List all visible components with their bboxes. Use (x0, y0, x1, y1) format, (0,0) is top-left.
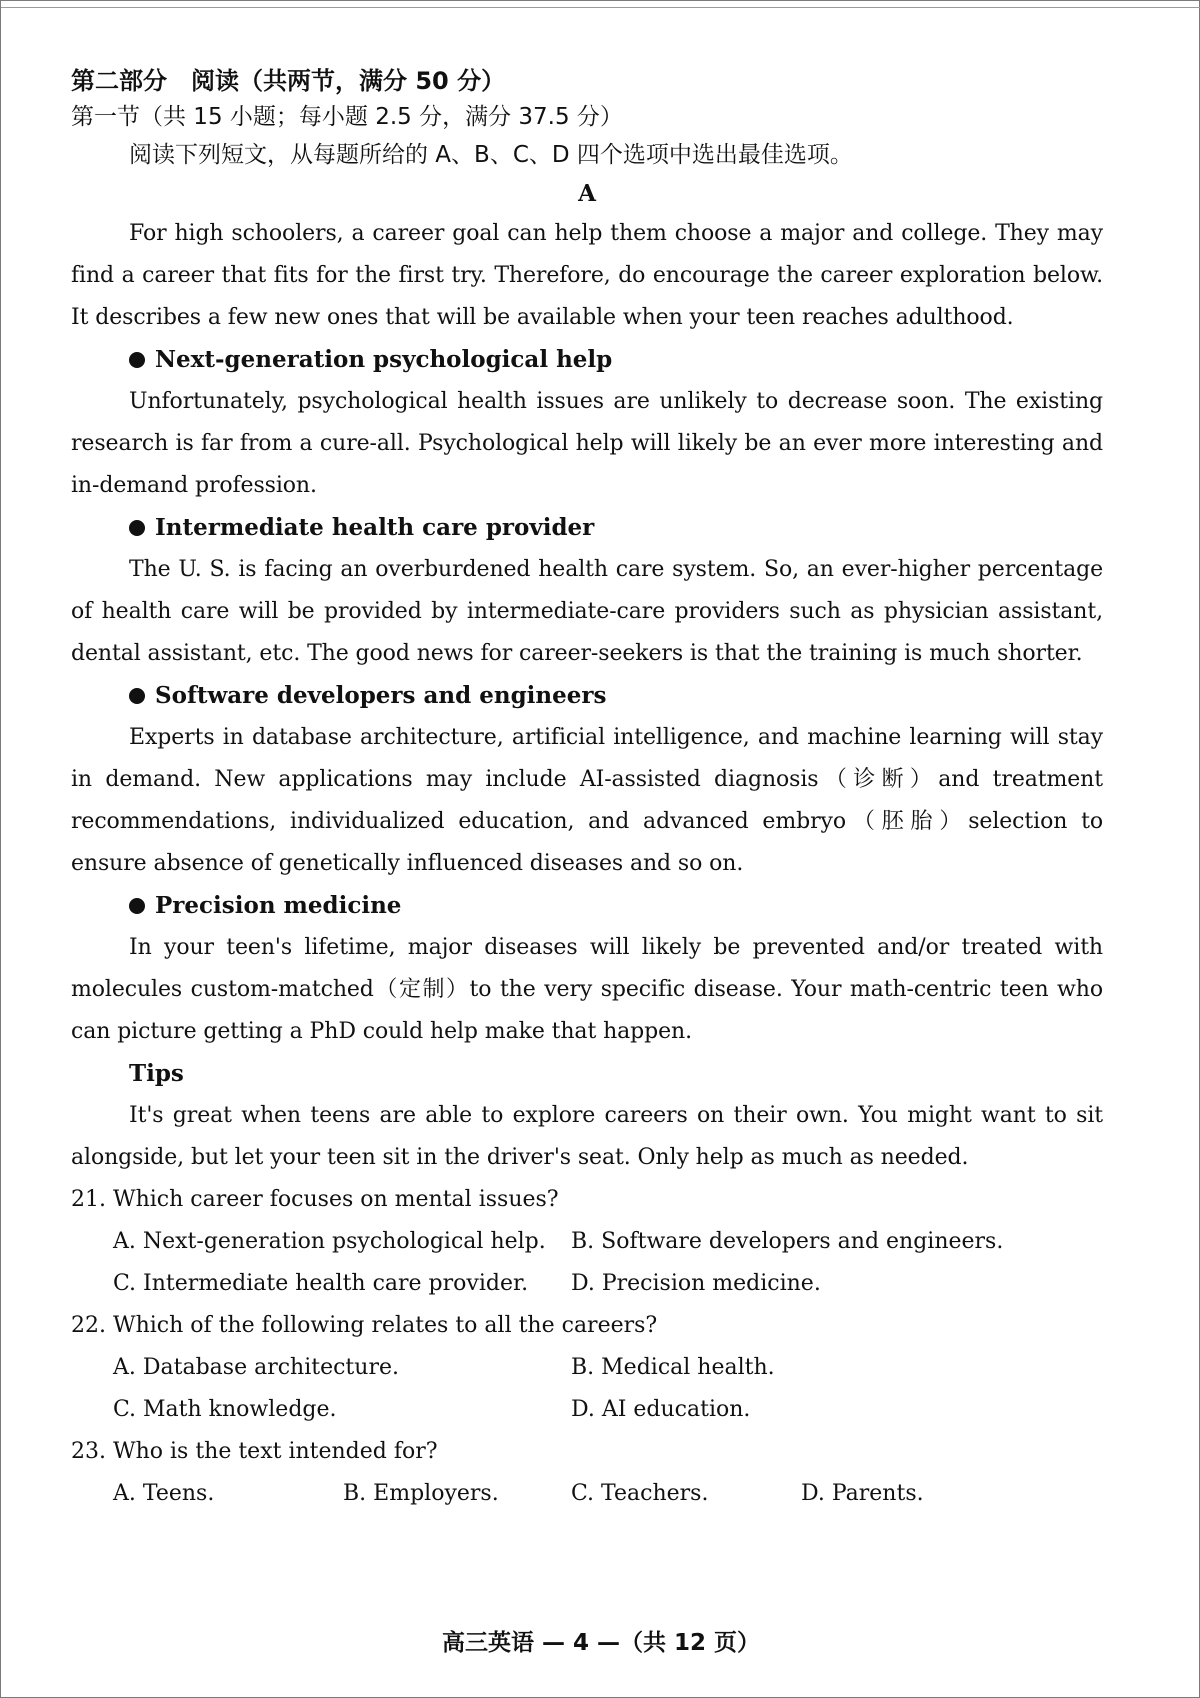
tips-heading: Tips (129, 1060, 184, 1087)
option: B. Medical health. (571, 1355, 775, 1380)
question-options (71, 1389, 1103, 1431)
question-options (71, 1263, 1103, 1305)
option: A. Next-generation psychological help. (113, 1229, 546, 1254)
option: C. Teachers. (571, 1481, 709, 1506)
option: B. Software developers and engineers. (571, 1229, 1004, 1254)
option: A. Database architecture. (113, 1355, 399, 1380)
section-title: 第一节（共 15 小题；每小题 2.5 分，满分 37.5 分） (71, 104, 623, 130)
option: C. Intermediate health care provider. (113, 1271, 529, 1296)
option: D. AI education. (571, 1397, 751, 1422)
option: A. Teens. (113, 1481, 215, 1506)
page-top-edge (1, 1, 1200, 8)
section-heading (71, 675, 1103, 717)
passage-label: A (578, 180, 596, 207)
option: D. Parents. (801, 1481, 924, 1506)
bullet-icon (129, 520, 145, 536)
section-text: Experts in database architecture, artificial intelligence, and machine learning will stay in demand. New applications may include AI-assisted diagnosis（诊断）and treatment recommendations, individualized education, and advanced embryo（胚胎）selection to ensure absence of genetically influenced diseases and so on. (71, 725, 1103, 876)
page-content (71, 63, 1103, 1515)
option: B. Employers. (343, 1481, 499, 1506)
section-text: The U. S. is facing an overburdened health care system. So, an ever-higher percentage of health care will be provided by intermediate-care providers such as physician assistant, dental assistant, etc. The good news for career-seekers is that the training is much shorter. (71, 557, 1103, 666)
question-options (71, 1221, 1103, 1263)
section-text: Unfortunately, psychological health issues are unlikely to decrease soon. The existing research is far from a cure-all. Psychological help will likely be an ever more interesting and in-demand profession. (71, 389, 1103, 498)
section-heading (71, 885, 1103, 927)
part-title: 第二部分 阅读（共两节，满分 50 分） (71, 67, 506, 95)
passage-intro: For high schoolers, a career goal can help them choose a major and college. They may find a career that fits for the first try. Therefore, do encourage the career exploration below. It describes a few new ones that will be available when your teen reaches adulthood. (71, 221, 1103, 330)
option: C. Math knowledge. (113, 1397, 337, 1422)
section-heading-text: Precision medicine (155, 892, 402, 919)
instruction: 阅读下列短文，从每题所给的 A、B、C、D 四个选项中选出最佳选项。 (129, 142, 853, 168)
question-stem: 22. Which of the following relates to all the careers? (71, 1313, 658, 1338)
bullet-icon (129, 352, 145, 368)
section-text: In your teen's lifetime, major diseases will likely be prevented and/or treated with molecules custom-matched（定制）to the very specific disease. Your math-centric teen who can picture getting a PhD could help make that happen. (71, 935, 1103, 1044)
page-footer: 高三英语 — 4 —（共 12 页） (441, 1630, 761, 1656)
question-options (71, 1473, 1103, 1515)
question-stem: 23. Who is the text intended for? (71, 1439, 438, 1464)
bullet-icon (129, 898, 145, 914)
section-heading (71, 339, 1103, 381)
bullet-icon (129, 688, 145, 704)
option: D. Precision medicine. (571, 1271, 821, 1296)
question-stem: 21. Which career focuses on mental issues? (71, 1187, 559, 1212)
tips-text: It's great when teens are able to explore careers on their own. You might want to sit alongside, but let your teen sit in the driver's seat. Only help as much as needed. (71, 1103, 1103, 1170)
section-heading (71, 507, 1103, 549)
section-heading-text: Next-generation psychological help (155, 346, 613, 373)
section-heading-text: Intermediate health care provider (155, 514, 595, 541)
question-options (71, 1347, 1103, 1389)
section-heading-text: Software developers and engineers (155, 682, 607, 709)
